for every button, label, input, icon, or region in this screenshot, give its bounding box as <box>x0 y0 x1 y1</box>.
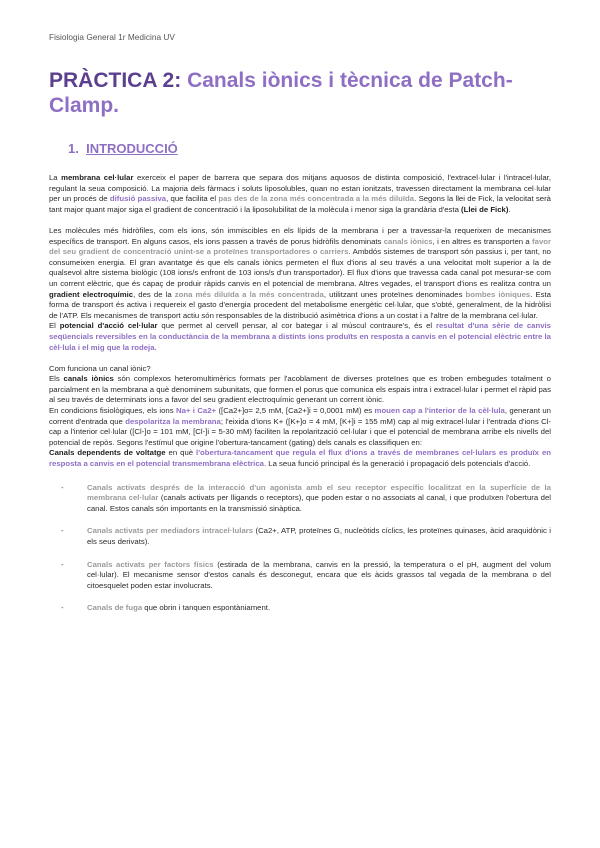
highlight-term: despolaritza la membrana <box>125 416 221 426</box>
text-run: que permet al cervell pensar, al cor bategar i al múscul contraure's, és el <box>157 321 436 331</box>
highlight-term: Canals activats per factors físics <box>87 559 214 569</box>
highlight-term: Canals de fuga <box>87 603 143 613</box>
text-run: (canals activats per lligands o receptors), que poden estar o no associats al canal, i que produïxen l'obertura del canal. Estos canals són importants en la transmissió sinàptica. <box>87 493 551 513</box>
highlight-term: pas des de la zona més concentrada a la més diluïda <box>218 194 415 204</box>
text-run: El <box>49 321 60 331</box>
text-run: , utilitzant unes proteïnes denominades <box>323 289 466 299</box>
text-run: en què <box>165 448 197 458</box>
paragraph-question: Com funciona un canal iònic? <box>49 363 151 373</box>
text-run: . Ambdós sistemes de transport són passius i, per tant, no consumeixen energia. El gran avantatge és que els canals iònics permeten el flux d'ions al seu través a una velocitat molt superior a la de qualsevol altre sistema biològic (108 ions/s enfront de 103 ions/s d'un transportador). El flux d'ions que travessa cada canal pot mesurar-se com un corrent elèctric, que és capaç de produir ràpids canvis en el potencial de membrana. Altres vegades, el transport d'ions es realitza contra un <box>49 247 551 288</box>
bold-term: potencial d'acció cel·lular <box>59 321 158 331</box>
highlight-term: l'obertura-tancament que regula el flux d'ions a través de membranes cel·lulars es produïx en resposta a canvis en el potencial transmembrana elèctrica <box>49 448 552 469</box>
text-run: són complexos heteromultimèrics formats per l'acoblament de diverses proteïnes que es troben embegudes totalment o parcialment en la membrana a què denominem subunitats, que formen el porus que comunica els espais intra i extracel·lular i permet el ràpid pas al seu través de determinats ions a favor del seu gradient electroquímic generant un corrent iònic. <box>49 374 551 405</box>
highlight-term: Na+ i Ca2+ <box>175 406 217 416</box>
bold-term: (Llei de Fick) <box>461 204 509 214</box>
section-number: 1. <box>68 141 79 156</box>
paragraph-conditions <box>49 406 551 448</box>
text-run: que obrin i tanquen espontàniament. <box>142 603 271 613</box>
highlight-term: difusió passiva <box>109 194 167 204</box>
highlight-term: Canals activats després de la interacció d'un agonista amb el seu receptor específic localitzat en la superfície de la membrana cel·lular <box>87 482 551 503</box>
list-item <box>87 526 551 547</box>
text-run: (estirada de la membrana, canvis en la pressió, la temperatura o el pH, augment del volum cel·lular). El mecanisme sensor d'estos canals és desconegut, encara que els àcids grassos tal vegada de la membrana o del citoesquelet poden estar involucrats. <box>87 559 551 590</box>
title-text: Canals iònics i tècnica de Patch-Clamp. <box>49 69 513 117</box>
bold-term: canals iònics <box>63 374 114 384</box>
paragraph-transport <box>49 226 551 321</box>
paragraph-membrane <box>49 173 551 215</box>
paragraph-action-potential <box>49 321 551 353</box>
text-run: , des de la <box>133 289 175 299</box>
paragraph-ion-channels <box>49 374 551 406</box>
running-header: Fisiologia General 1r Medicina UV <box>49 32 175 42</box>
list-item <box>87 560 551 592</box>
highlight-term: resultat d'una sèrie de canvis seqüencials reversibles en la conductància de la membrana a distints ions produïts en resposta a canvis en el potencial elèctric entre la cèl·lula i el mig que la rodeja. <box>49 321 551 352</box>
page-title <box>49 68 549 118</box>
bold-term: membrana cel·lular <box>61 173 134 182</box>
title-prefix: PRÀCTICA 2: <box>49 69 182 92</box>
text-run: . Segons la llei de Fick, la velocitat serà tant major quant major siga el gradient de concentració i la liposolubilitat de la molècula i menor siga la grandària d'esta <box>49 194 551 214</box>
highlight-term: bombes iòniques <box>465 289 531 299</box>
text-run: . La seua funció principal és la generació i propagació dels potencials d'acció. <box>263 459 531 469</box>
body-text <box>49 173 551 626</box>
list-item <box>87 483 551 515</box>
text-run: . <box>508 204 511 214</box>
channel-type-list <box>49 483 551 614</box>
bold-term: Canals dependents de voltatge <box>49 448 166 458</box>
highlight-term: favor del seu gradient de concentració unint-se a proteïnes transportadores o carriers <box>49 236 551 257</box>
text-run: En condicions fisiològiques, els ions <box>49 406 176 416</box>
highlight-term: canals iònics <box>383 236 433 246</box>
highlight-term: zona més diluïda a la més concentrada <box>174 289 324 299</box>
text-run: Els <box>49 374 64 384</box>
highlight-term: mouen cap a l'interior de la cèl·lula <box>374 406 505 416</box>
paragraph-voltage-channels <box>49 448 551 469</box>
list-item <box>87 603 551 614</box>
text-run: . Esta forma de transport és activa i requereix el gasto d'energia procedent del metabolisme energètic cel·lular, que s'obté, generalment, de la hidròlisi de l'ATP. Els mecanismes de transport actiu són responsables de la distribució asimètrica d'ions a un costat i a l'altre de la membrana cel·lular. <box>49 289 551 320</box>
section-label: INTRODUCCIÓ <box>86 141 178 156</box>
text-run: ([Ca2+]o= 2,5 mM, [Ca2+]i = 0,0001 mM) es <box>216 406 375 416</box>
text-run: La <box>49 173 62 182</box>
text-run: , que facilita el <box>166 194 219 204</box>
section-heading <box>68 141 178 156</box>
text-run: , i en altres es transporten a <box>432 236 533 246</box>
text-run: ; l'eixida d'ions K+ ([K+]o = 4 mM, [K+]i = 155 mM) cap al mig extracel·lular i l'entrada d'ions Cl- cap a l'interior cel·lular ([Cl-]o = 101 mM, [Cl-]i = 5-30 mM) faciliten la repolarització cel·lular i que el potencial de membrana arribe els nivells del potencial de repòs. Segons l'estímul que origine l'obertura-tancament (gating) dels canals es classifiquen en: <box>49 416 551 447</box>
text-run: exerceix el paper de barrera que separa dos mitjans aquosos de distinta composició, l'extracel·lular i l'intracel·lular, regulant la seua composició. La majoria dels fàrmacs i soluts liposolubles, quan no estan ionitzats, travessen directament la membrana cel·lular per un procés de <box>49 173 551 204</box>
text-run: (Ca2+, ATP, proteïnes G, nucleòtids cíclics, les proteïnes quinases, àcid araquidònic i els seus derivats). <box>87 526 551 546</box>
bold-term: gradient electroquímic <box>49 289 134 299</box>
text-run: , generant un corrent d'entrada que <box>49 406 551 426</box>
highlight-term: Canals activats per mediadors intracel·lulars <box>87 526 254 536</box>
text-run: Les molècules més hidròfiles, com els ions, són immiscibles en els lípids de la membrana i per a travessar-la requerixen de mecanismes específics de transport. En alguns casos, els ions passen a través de porus hidròfils denominats <box>49 225 551 246</box>
